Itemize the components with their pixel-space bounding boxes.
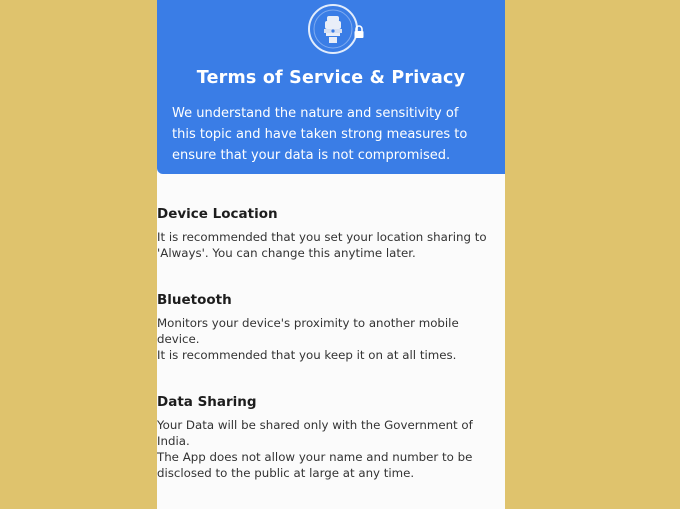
section-bluetooth xyxy=(157,291,505,363)
section-device-location xyxy=(157,205,505,261)
section-heading: Device Location xyxy=(157,206,278,222)
lock-icon xyxy=(353,24,365,38)
header-banner xyxy=(157,0,505,174)
section-data-sharing xyxy=(157,393,505,481)
section-heading: Data Sharing xyxy=(157,394,257,410)
section-body: It is recommended that you set your location sharing to 'Always'. You can change this anytime later. xyxy=(157,230,487,260)
state-emblem-icon xyxy=(308,4,358,54)
section-heading: Bluetooth xyxy=(157,292,232,308)
terms-screen xyxy=(157,0,505,509)
section-body: Your Data will be shared only with the Government of India. The App does not allow your name and number to be disclosed to the public at large at any time. xyxy=(157,418,473,480)
page-title: Terms of Service & Privacy xyxy=(196,68,466,88)
intro-text: We understand the nature and sensitivity of this topic and have taken strong measures to ensure that your data is not compromised. xyxy=(172,106,468,163)
section-body: Monitors your device's proximity to another mobile device. It is recommended that you keep it on at all times. xyxy=(157,316,459,362)
